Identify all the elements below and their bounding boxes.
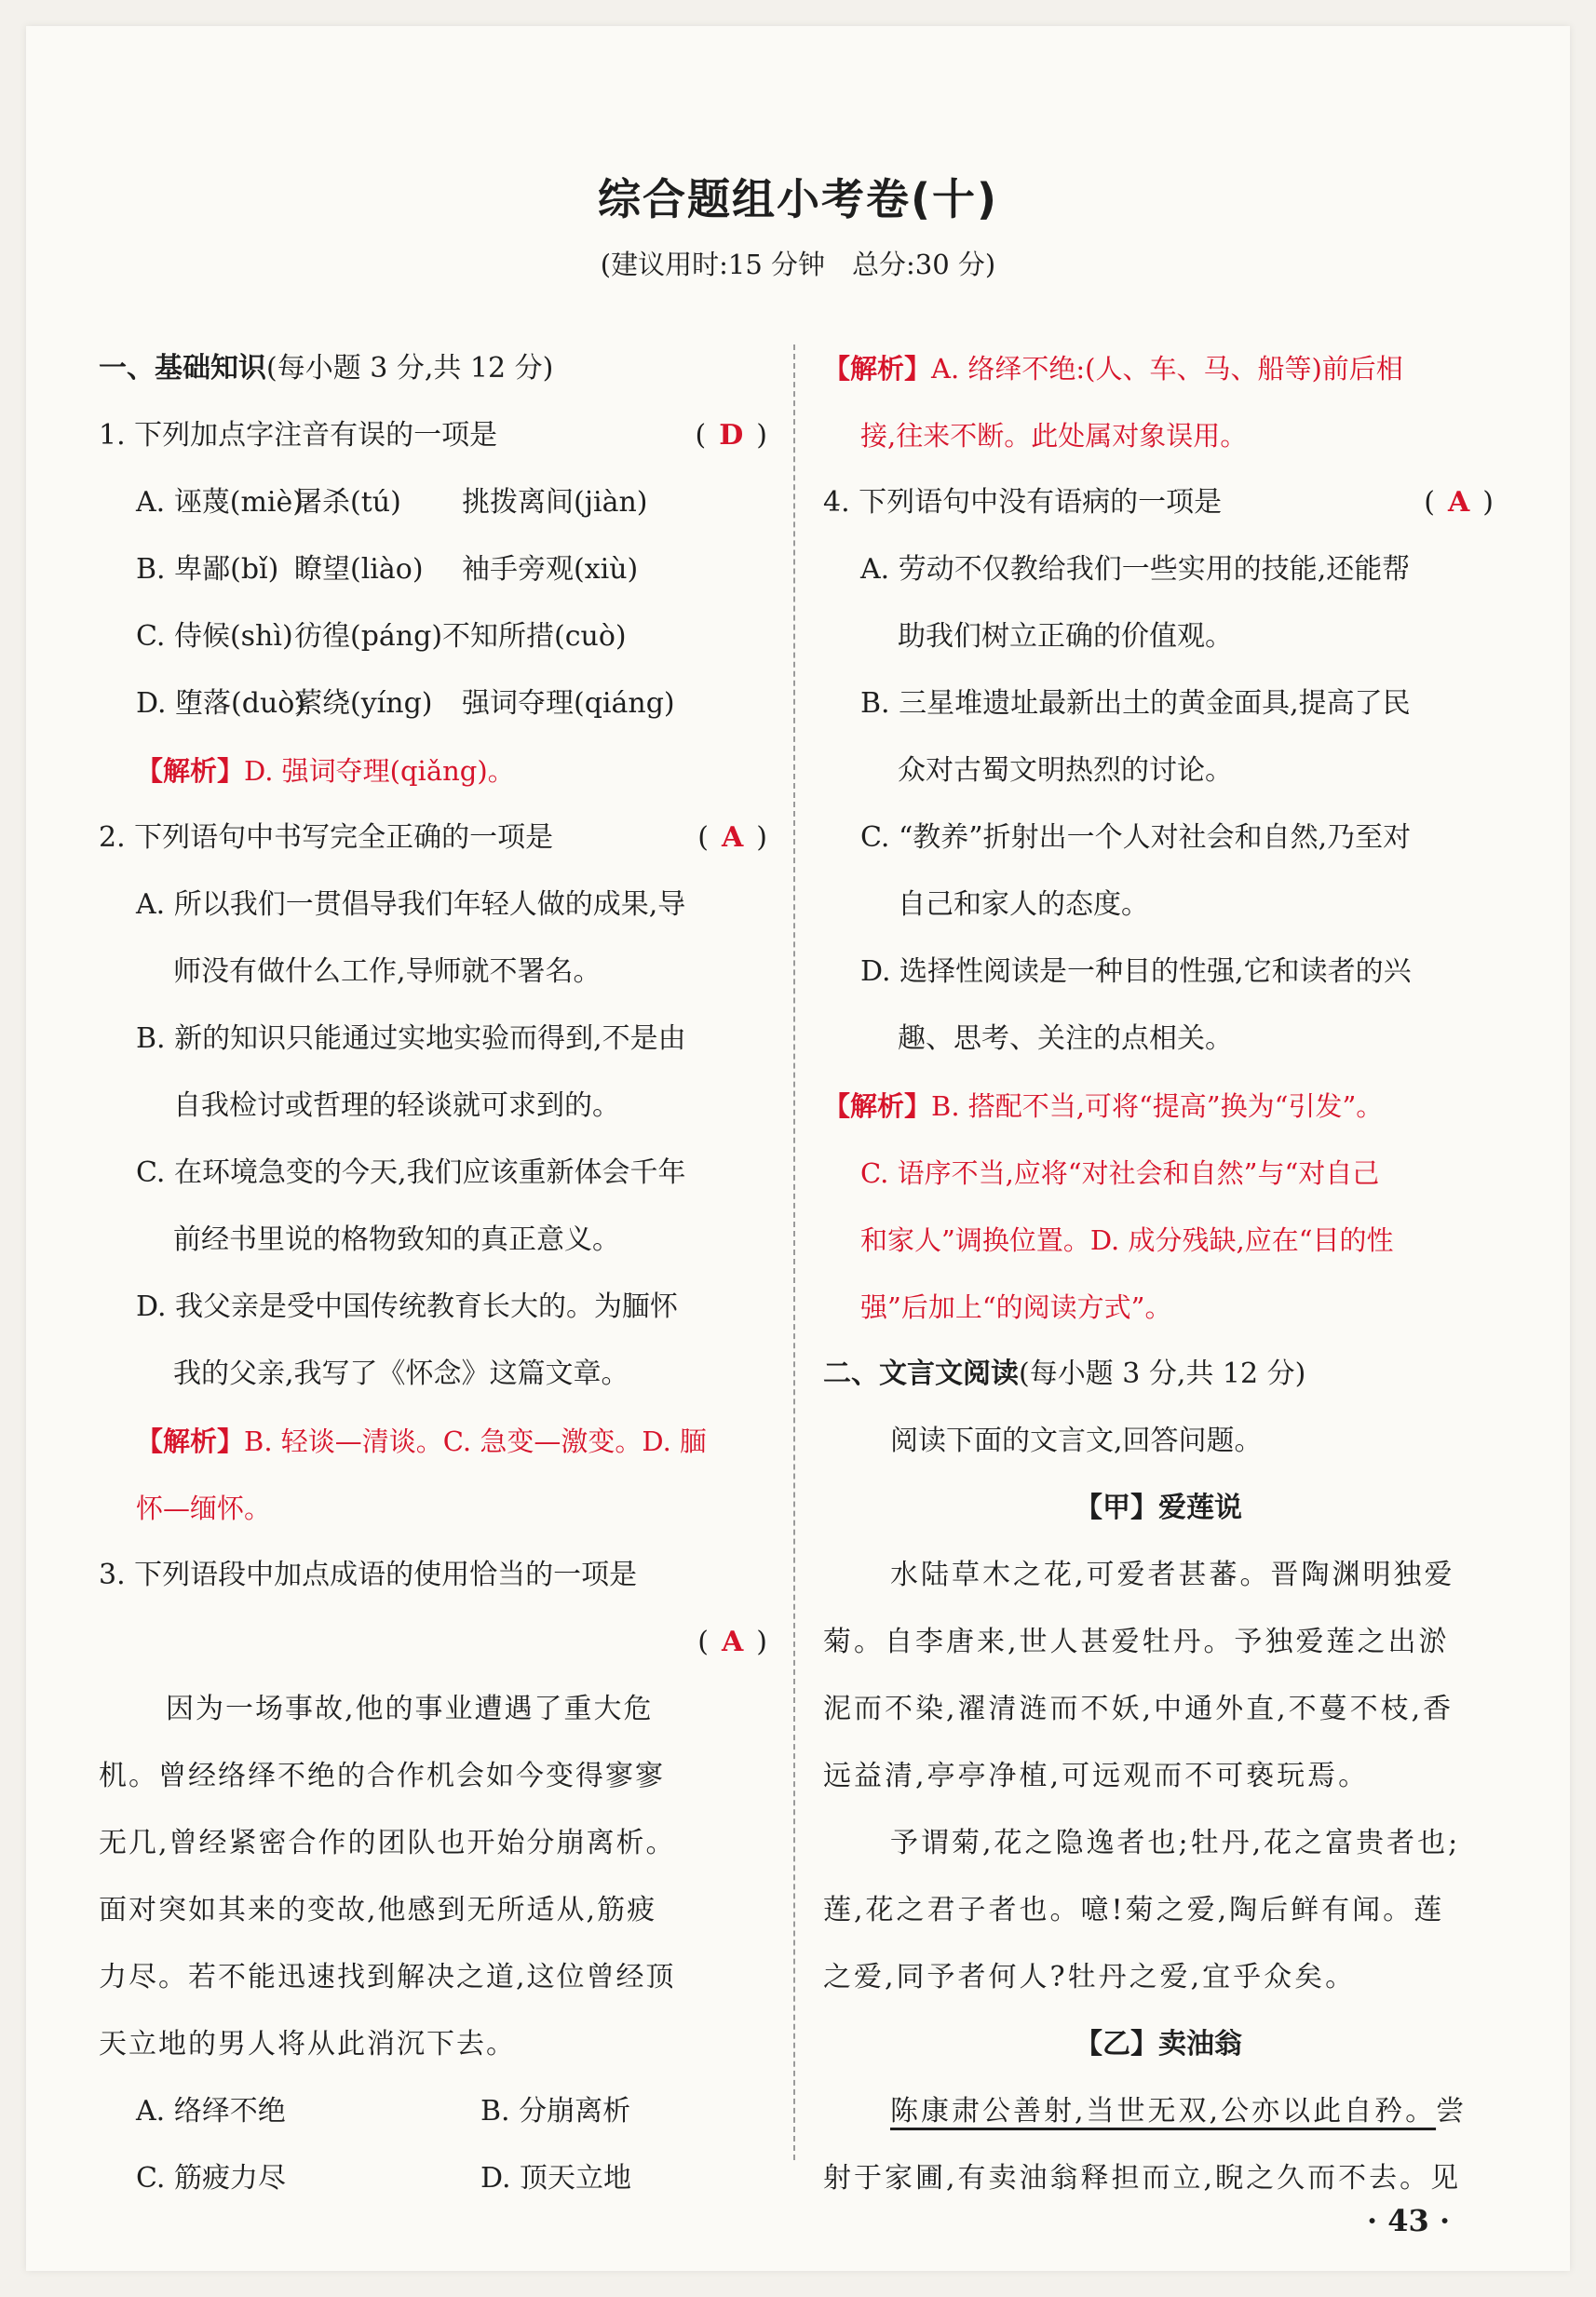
text-a-line: 菊。自李唐来,世人甚爱牡丹。予独爱莲之出淤 xyxy=(823,1626,1450,1658)
q4-explanation-cont: 强”后加上“的阅读方式”。 xyxy=(860,1291,1172,1323)
answer-box: ( A ) xyxy=(697,1626,767,1658)
question-3-stem: 3. 下列语段中加点成语的使用恰当的一项是 xyxy=(99,1559,638,1591)
q4-option-d-cont: 趣、思考、关注的点相关。 xyxy=(898,1022,1233,1055)
left-column xyxy=(99,335,767,2212)
q4-explanation-cont: C. 语序不当,应将“对社会和自然”与“对自己 xyxy=(860,1157,1380,1189)
q2-option-a: A. 所以我们一贯倡导我们年轻人做的成果,导 xyxy=(136,888,686,921)
q4-option-d: D. 选择性阅读是一种目的性强,它和读者的兴 xyxy=(860,955,1412,988)
text-a-line: 之爱,同予者何人?牡丹之爱,宜乎众矣。 xyxy=(823,1961,1357,1993)
q3-explanation-cont: 接,往来不断。此处属对象误用。 xyxy=(860,420,1248,452)
q2-option-c: C. 在环境急变的今天,我们应该重新体会千年 xyxy=(136,1156,686,1189)
page-subtitle: (建议用时:15 分钟 总分:30 分) xyxy=(600,249,996,280)
question-4-stem: 4. 下列语句中没有语病的一项是 ( A ) xyxy=(823,469,1494,536)
q3-passage-line: 因为一场事故,他的事业遭遇了重大危 xyxy=(166,1693,654,1725)
question-1-stem: 1. 下列加点字注音有误的一项是 ( D ) xyxy=(99,402,767,469)
answer-box: ( D ) xyxy=(695,419,767,452)
text-a-line: 莲,花之君子者也。噫!菊之爱,陶后鲜有闻。莲 xyxy=(823,1894,1445,1926)
q3-passage-line: 无几,曾经紧密合作的团队也开始分崩离析。 xyxy=(99,1827,676,1859)
q2-option-d: D. 我父亲是受中国传统教育长大的。为腼怀 xyxy=(136,1290,679,1323)
page-number: · 43 · xyxy=(1367,2203,1451,2238)
page-title: 综合题组小考卷(十) xyxy=(597,174,999,224)
section1-heading: 一、基础知识(每小题 3 分,共 12 分) xyxy=(99,352,554,385)
text-a-line: 泥而不染,濯清涟而不妖,中通外直,不蔓不枝,香 xyxy=(823,1693,1454,1725)
q3-options-row-1: A. 络绎不绝 B. 分崩离析 xyxy=(136,2095,631,2128)
q4-option-a: A. 劳动不仅教给我们一些实用的技能,还能帮 xyxy=(860,553,1411,586)
q2-option-b-cont: 自我检讨或哲理的轻谈就可求到的。 xyxy=(173,1089,620,1122)
text-b-title: 【乙】卖油翁 xyxy=(1075,2028,1242,2061)
q1-option-b: B. 卑鄙(bǐ) 瞭望(liào) 袖手旁观(xiù) xyxy=(136,553,639,586)
section2-heading: 二、文言文阅读(每小题 3 分,共 12 分) xyxy=(823,1358,1306,1390)
q3-passage-line: 面对突如其来的变故,他感到无所适从,筋疲 xyxy=(99,1894,657,1926)
q2-explanation: 【解析】B. 轻谈—清谈。C. 急变—激变。D. 腼 xyxy=(136,1425,708,1457)
text-b-line: 射于家圃,有卖油翁释担而立,睨之久而不去。见 xyxy=(823,2162,1462,2195)
q1-option-c: C. 侍候(shì) 彷徨(páng)不知所措(cuò) xyxy=(136,620,627,653)
q4-option-b-cont: 众对古蜀文明热烈的讨论。 xyxy=(898,754,1233,787)
text-a-title: 【甲】爱莲说 xyxy=(1075,1492,1242,1524)
q2-option-d-cont: 我的父亲,我写了《怀念》这篇文章。 xyxy=(173,1358,629,1390)
section2-intro: 阅读下面的文言文,回答问题。 xyxy=(890,1425,1263,1457)
q1-option-d: D. 堕落(duò) 萦绕(yíng) 强词夺理(qiáng) xyxy=(136,687,675,720)
text-a-line: 予谓菊,花之隐逸者也;牡丹,花之富贵者也; xyxy=(890,1827,1461,1859)
q3-passage-line: 力尽。若不能迅速找到解决之道,这位曾经顶 xyxy=(99,1961,676,1993)
text-a-line: 远益清,亭亭净植,可远观而不可亵玩焉。 xyxy=(823,1760,1370,1792)
q4-explanation: 【解析】B. 搭配不当,可将“提高”换为“引发”。 xyxy=(823,1090,1384,1122)
answer-box: ( A ) xyxy=(1424,486,1494,519)
q1-option-a: A. 诬蔑(miè) 屠杀(tú) 挑拨离间(jiàn) xyxy=(136,486,648,519)
q2-option-b: B. 新的知识只能通过实地实验而得到,不是由 xyxy=(136,1022,686,1055)
column-divider xyxy=(793,345,795,2160)
q4-option-c-cont: 自己和家人的态度。 xyxy=(898,888,1149,921)
q1-explanation: 【解析】D. 强词夺理(qiǎng)。 xyxy=(136,755,515,787)
question-2-stem: 2. 下列语句中书写完全正确的一项是 ( A ) xyxy=(99,804,767,872)
q3-answer-line xyxy=(99,1609,767,1676)
q4-explanation-cont: 和家人”调换位置。D. 成分残缺,应在“目的性 xyxy=(860,1224,1394,1256)
q4-option-b: B. 三星堆遗址最新出土的黄金面具,提高了民 xyxy=(860,687,1411,720)
q4-option-c: C. “教养”折射出一个人对社会和自然,乃至对 xyxy=(860,821,1412,854)
q4-option-a-cont: 助我们树立正确的价值观。 xyxy=(898,620,1233,653)
right-column xyxy=(823,335,1494,2212)
q3-passage-line: 机。曾经络绎不绝的合作机会如今变得寥寥 xyxy=(99,1760,665,1792)
q2-option-c-cont: 前经书里说的格物致知的真正意义。 xyxy=(173,1223,620,1256)
text-a-line: 水陆草木之花,可爱者甚蕃。晋陶渊明独爱 xyxy=(890,1559,1455,1591)
q3-options-row-2: C. 筋疲力尽 D. 顶天立地 xyxy=(136,2162,632,2195)
text-b-line: 陈康肃公善射,当世无双,公亦以此自矜。尝 xyxy=(890,2095,1468,2128)
q3-passage-line: 天立地的男人将从此消沉下去。 xyxy=(99,2028,516,2061)
q2-explanation-cont: 怀—缅怀。 xyxy=(136,1493,272,1524)
answer-box: ( A ) xyxy=(697,821,767,854)
q3-explanation: 【解析】A. 络绎不绝:(人、车、马、船等)前后相 xyxy=(823,353,1403,385)
q2-option-a-cont: 师没有做什么工作,导师就不署名。 xyxy=(173,955,602,988)
